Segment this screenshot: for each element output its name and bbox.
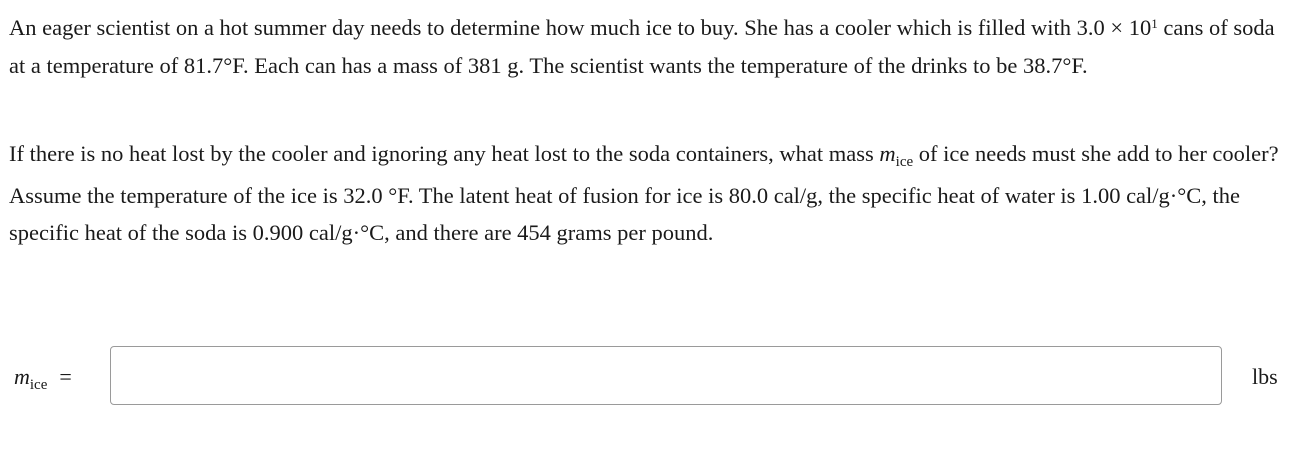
mass-variable-symbol: m	[879, 141, 896, 166]
answer-label	[14, 364, 72, 393]
mass-ice-variable	[879, 141, 914, 170]
answer-variable-subscript: ice	[29, 377, 48, 393]
problem-text-2a: If there is no heat lost by the cooler and ignoring any heat lost to the soda containers, what mass	[9, 141, 880, 166]
answer-input[interactable]	[110, 346, 1222, 405]
answer-variable-symbol: m	[14, 364, 30, 389]
answer-variable	[14, 364, 48, 393]
unit-label: lbs	[1252, 364, 1278, 389]
equals-sign: =	[59, 364, 72, 389]
exponent: 1	[1151, 16, 1158, 31]
problem-text-1a: An eager scientist on a hot summer day needs to determine how much ice to buy. She has a cooler which is filled with 3.0 × 10	[9, 15, 1152, 40]
mass-variable-subscript: ice	[895, 154, 914, 170]
problem-text-2b: of ice needs must she add to her cooler? Assume the temperature of the ice is 32.0 °F. The latent heat of fusion for ice is 80.0 cal/g, the specific heat of water is 1.00 cal/g·°C, the specific heat of the soda is 0.900 cal/g·°C, and there are 454 grams per pound.	[9, 141, 1279, 245]
answer-row	[0, 346, 1300, 406]
problem-paragraph-1	[9, 9, 1284, 84]
problem-text-1b: cans of soda at a temperature of 81.7°F. Each can has a mass of 381 g. The scientist wants the temperature of the drinks to be 38.7°F.	[9, 15, 1275, 78]
problem-paragraph-2	[9, 135, 1284, 252]
